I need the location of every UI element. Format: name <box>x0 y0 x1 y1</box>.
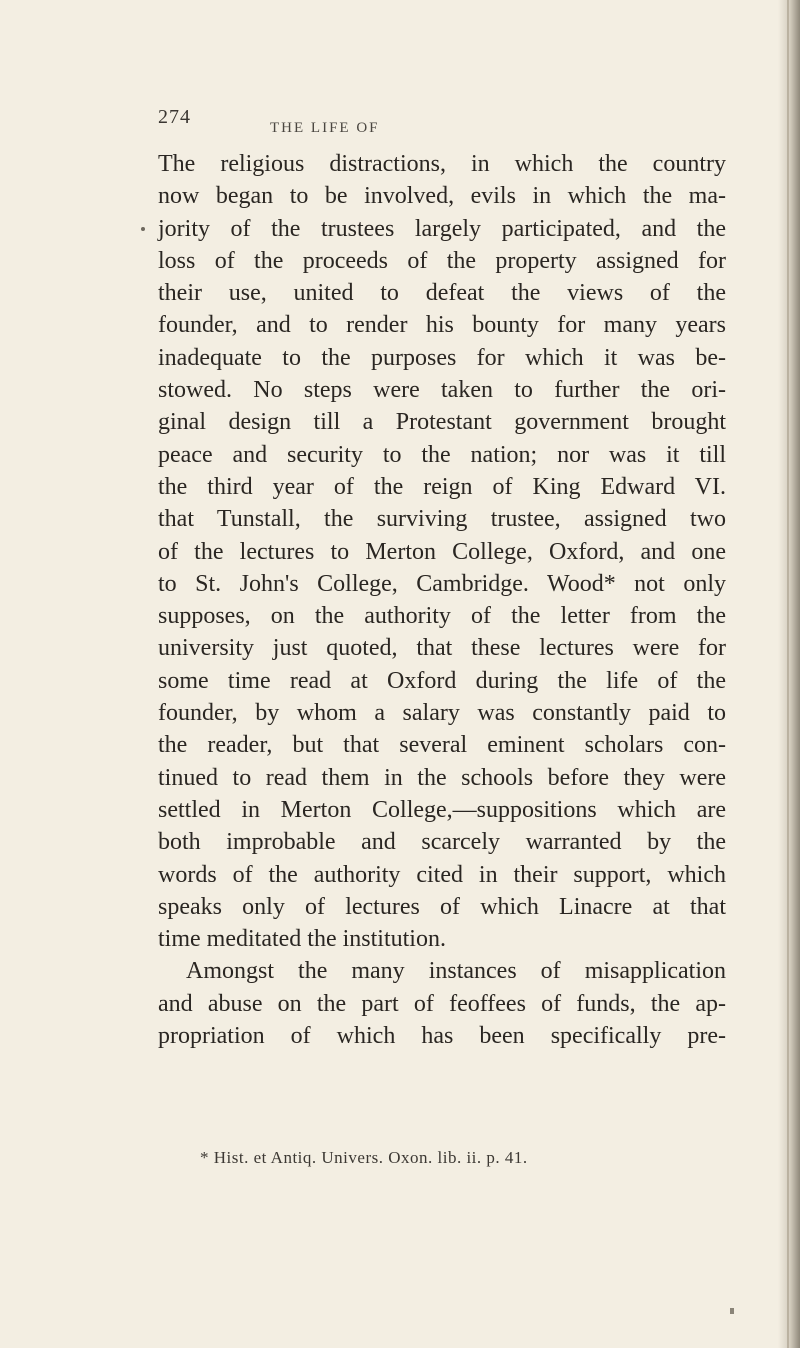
text-line: tinued to read them in the schools before they were <box>158 764 726 791</box>
text-line: to St. John's College, Cambridge. Wood* not only <box>158 570 726 597</box>
ink-speck <box>730 1308 734 1314</box>
text-line: stowed. No steps were taken to further the ori- <box>158 377 726 404</box>
text-line: inadequate to the purposes for which it was be- <box>158 344 726 371</box>
text-line: some time read at Oxford during the life of the <box>158 667 726 694</box>
text-line: founder, by whom a salary was constantly paid to <box>158 700 726 727</box>
binding-shadow <box>778 0 800 1348</box>
text-line: jority of the trustees largely participated, and the <box>158 215 726 242</box>
body-text <box>158 148 726 1052</box>
text-line: peace and security to the nation; nor was it till <box>158 441 726 468</box>
text-line: speaks only of lectures of which Linacre at that <box>158 893 726 920</box>
text-line: the reader, but that several eminent scholars con- <box>158 732 726 759</box>
text-line: supposes, on the authority of the letter from the <box>158 603 726 630</box>
text-line: that Tunstall, the surviving trustee, assigned two <box>158 506 726 533</box>
page-header <box>0 96 800 136</box>
text-line: both improbable and scarcely warranted by the <box>158 829 726 856</box>
text-line: The religious distractions, in which the country <box>158 151 726 177</box>
text-line: time meditated the institution. <box>158 926 446 953</box>
footnote: * Hist. et Antiq. Univers. Oxon. lib. ii. p. 41. <box>200 1148 528 1167</box>
text-line: ginal design till a Protestant government brought <box>158 409 726 436</box>
text-line: words of the authority cited in their support, which <box>158 861 726 888</box>
text-line: loss of the proceeds of the property assigned for <box>158 247 726 274</box>
running-head: THE LIFE OF <box>270 120 380 136</box>
text-line: their use, united to defeat the views of the <box>158 280 726 307</box>
text-line: and abuse on the part of feoffees of funds, the ap- <box>158 990 726 1017</box>
text-line: Amongst the many instances of misapplication <box>186 958 726 985</box>
text-line: of the lectures to Merton College, Oxford, and one <box>158 538 726 565</box>
text-line: propriation of which has been specifically pre- <box>158 1023 726 1050</box>
text-line: university just quoted, that these lectures were for <box>158 635 726 662</box>
ink-speck <box>141 227 145 231</box>
text-line: settled in Merton College,—suppositions which are <box>158 796 726 823</box>
text-line: founder, and to render his bounty for many years <box>158 312 726 339</box>
text-line: now began to be involved, evils in which the ma- <box>158 183 726 210</box>
text-line: the third year of the reign of King Edward VI. <box>158 473 726 500</box>
page-number: 274 <box>158 106 191 128</box>
